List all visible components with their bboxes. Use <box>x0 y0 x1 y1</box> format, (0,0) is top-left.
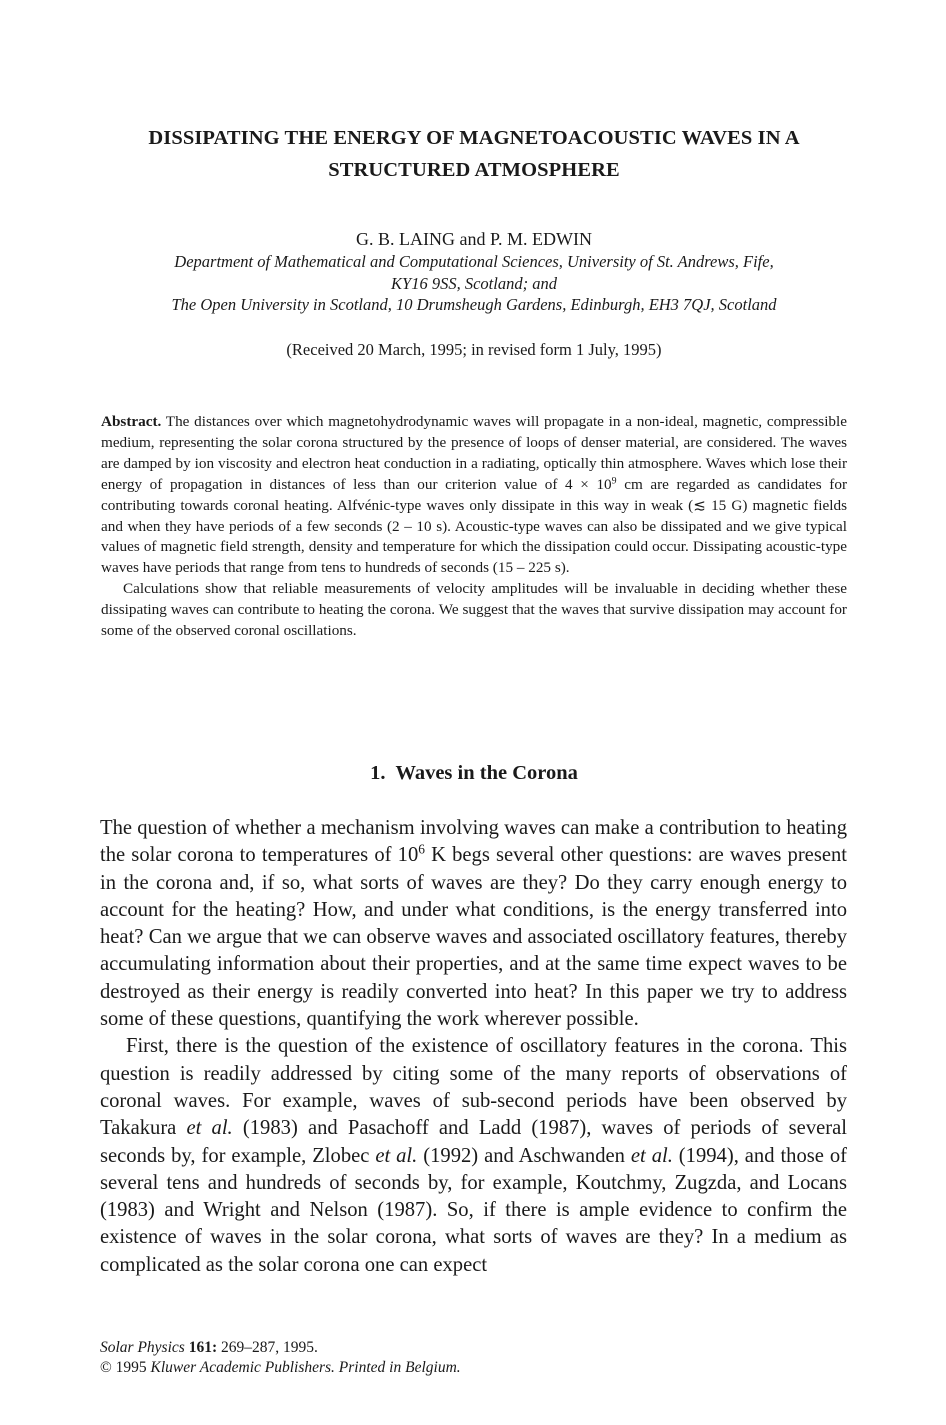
etal-citation: et al. <box>186 1117 233 1140</box>
body-paragraph-2 <box>100 1033 847 1279</box>
affiliations <box>100 251 848 316</box>
abstract-paragraph-1 <box>101 412 847 579</box>
body-p2-seg-1: First, there is the question of the existence of oscillatory features in the corona. This question is readily addressed by citing some of the many reports of observations of coronal waves. For example, waves of sub-second periods have been observed by Takakura <box>100 1035 847 1140</box>
title-line-2: STRUCTURED ATMOSPHERE <box>328 159 620 181</box>
paper-title <box>100 122 848 186</box>
section-title: Waves in the Corona <box>395 762 578 784</box>
abstract-exponent: 9 <box>611 475 617 487</box>
affiliation-line-1: Department of Mathematical and Computational Sciences, University of St. Andrews, Fife, <box>174 252 774 271</box>
affiliation-line-3: The Open University in Scotland, 10 Drumsheugh Gardens, Edinburgh, EH3 7QJ, Scotland <box>171 295 777 314</box>
body-text <box>100 815 847 1279</box>
etal-citation: et al. <box>375 1144 418 1167</box>
copyright-line <box>100 1358 848 1378</box>
abstract-paragraph-2: Calculations show that reliable measurements of velocity amplitudes will be invaluable in deciding whether these dissipating waves can contribute to heating the corona. We suggest that the waves that survive dissipation may account for some of the observed coronal oscillations. <box>101 580 847 640</box>
body-p1-text-a: The question of whether a mechanism involving waves can make a contribution to heating the solar corona to temperatures of 10 <box>100 817 847 867</box>
section-heading <box>100 759 848 787</box>
body-p2-seg-4: (1994), and those of several tens and hundreds of seconds by, for example, Koutchmy, Zugzda, and Locans (1983) and Wright and Nelson (1987). So, if there is ample evidence to confirm the existence of waves in the solar corona, what sorts of waves are they? In a medium as complicated as the solar corona one can expect <box>100 1144 847 1276</box>
body-p1-text-b: K begs several other questions: are waves present in the corona and, if so, what sorts of waves are they? Do they carry enough energy to account for the heating? How, and under what conditions, is the energy transferred into heat? Can we argue that we can observe waves and associated oscillatory features, thereby accumulating information about their properties, and at the same time expect waves to be destroyed as their energy is readily converted into heat? In this paper we try to address some of these questions, quantifying the work wherever possible. <box>100 844 847 1031</box>
journal-pages: 269–287, 1995. <box>217 1339 318 1356</box>
etal-citation: et al. <box>630 1144 673 1167</box>
publisher-name: Kluwer Academic Publishers. Printed in Belgium. <box>150 1359 461 1376</box>
title-line-1: DISSIPATING THE ENERGY OF MAGNETOACOUSTIC WAVES IN A <box>148 127 800 149</box>
copyright-symbol: © 1995 <box>100 1359 151 1376</box>
received-dates: (Received 20 March, 1995; in revised form 1 July, 1995) <box>286 340 662 359</box>
abstract-text-a: The distances over which magnetohydrodynamic waves will propagate in a non-ideal, magnetic, compressible medium, representing the solar corona structured by the presence of loops of denser material, are considered. The waves are damped by ion viscosity and electron heat conduction in a radiating, optically thin atmosphere. Waves which lose their energy of propagation in distances of less than our criterion value of 4 × 10 <box>101 413 847 493</box>
body-p1-exponent: 6 <box>418 841 425 857</box>
author-list: G. B. LAING and P. M. EDWIN <box>356 229 592 249</box>
journal-citation <box>100 1338 848 1358</box>
body-paragraph-1 <box>100 815 847 1033</box>
journal-name: Solar Physics <box>100 1339 185 1356</box>
body-p2-seg-2: (1983) and Pasachoff and Ladd (1987), waves of periods of several seconds by, for example, Zlobec <box>100 1117 847 1167</box>
abstract-text-b: cm are regarded as candidates for contributing towards coronal heating. Alfvénic-type waves only dissipate in this way in weak (≲ 15 G) magnetic fields and when they have periods of a few seconds (2 – 10 s). Acoustic-type waves can also be dissipated and we give typical values of magnetic field strength, density and temperature for which the dissipation could occur. Dissipating acoustic-type waves have periods that range from tens to hundreds of seconds (15 – 225 s). <box>101 475 847 577</box>
abstract-label: Abstract. <box>101 413 162 430</box>
page-footer <box>100 1338 848 1378</box>
body-p2-seg-3: (1992) and Aschwanden <box>417 1144 631 1167</box>
journal-volume: 161: <box>188 1339 218 1356</box>
affiliation-line-2: KY16 9SS, Scotland; and <box>391 273 557 293</box>
section-number: 1. <box>370 762 386 784</box>
abstract <box>101 412 847 642</box>
